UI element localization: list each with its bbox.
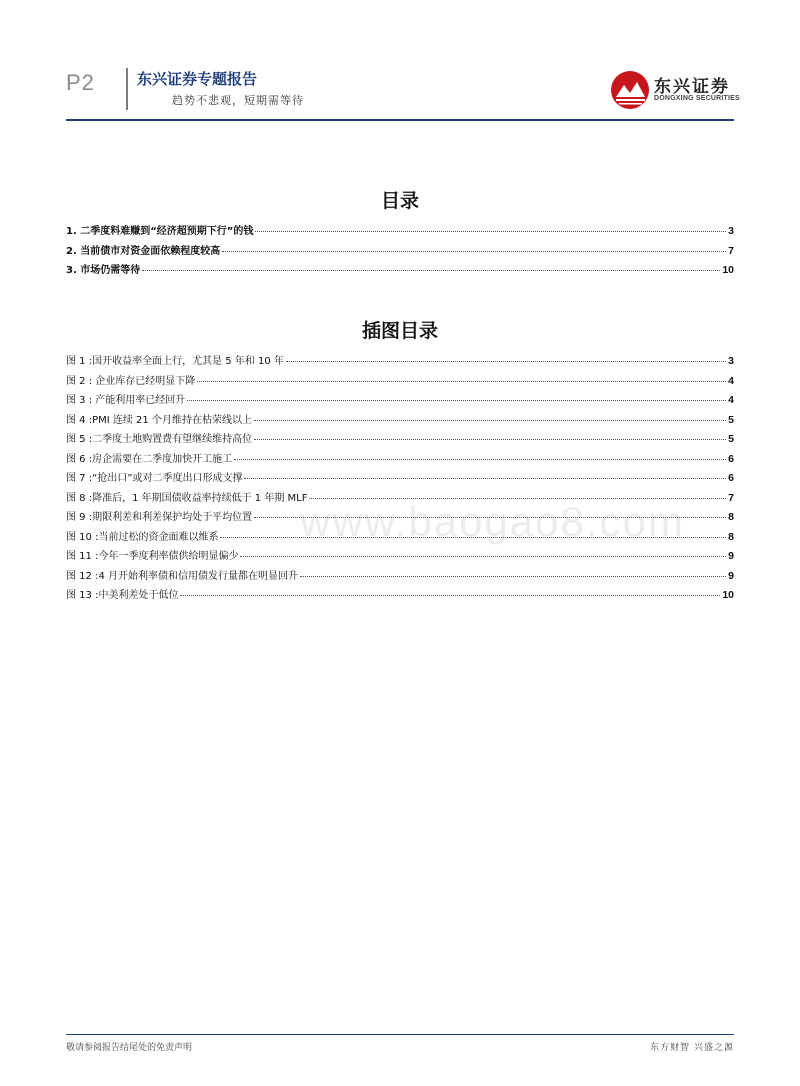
figure-item[interactable] xyxy=(66,372,734,392)
toc-item-label: 1. 二季度料难赚到“经济超预期下行”的钱 xyxy=(66,226,254,237)
toc-item-label: 2. 当前债市对资金面依赖程度较高 xyxy=(66,245,221,257)
figure-item-page: 6 xyxy=(728,472,734,484)
toc-list xyxy=(66,222,734,281)
footer-rule xyxy=(66,1034,734,1035)
figure-item-page: 4 xyxy=(728,394,734,406)
figure-item-label: 图 4 :PMI 连续 21 个月维持在枯荣线以上 xyxy=(66,414,252,426)
figure-item-label: 图 7 :“抢出口”或对二季度出口形成支撑 xyxy=(66,473,243,484)
footer-slogan: 东方财智 兴盛之源 xyxy=(650,1043,734,1053)
figure-leader-dots xyxy=(286,361,726,362)
figure-item-label: 图 5 :二季度土地购置费有望继续维持高位 xyxy=(66,434,253,445)
page-number: P2 xyxy=(66,70,95,95)
toc-item[interactable] xyxy=(66,222,734,242)
figure-leader-dots xyxy=(254,420,726,421)
toc-item[interactable] xyxy=(66,242,734,262)
toc-item-page: 10 xyxy=(722,264,734,276)
watermark: www.baogao8.com xyxy=(300,498,685,545)
figure-item-page: 9 xyxy=(728,569,734,582)
figure-item-label: 图 11 :今年一季度利率债供给明显偏少 xyxy=(66,551,239,562)
figure-item-label: 图 6 :房企需要在二季度加快开工施工 xyxy=(66,453,233,465)
toc-title: 目录 xyxy=(380,190,419,212)
figure-item-page: 7 xyxy=(728,491,734,504)
figure-item[interactable] xyxy=(66,411,734,431)
figure-item-page: 5 xyxy=(728,413,734,426)
figure-leader-dots xyxy=(180,595,720,596)
figure-leader-dots xyxy=(244,478,726,479)
report-subtitle: 趋势不悲观，短期需等待 xyxy=(172,94,304,107)
figure-item-page: 8 xyxy=(728,530,734,543)
figure-item[interactable] xyxy=(66,547,734,567)
figure-leader-dots xyxy=(300,576,726,577)
figure-item[interactable] xyxy=(66,430,734,450)
figure-item-page: 4 xyxy=(728,374,734,387)
figure-item-label: 图 2 : 企业库存已经明显下降 xyxy=(66,375,196,387)
footer-disclaimer: 敬请参阅报告结尾处的免责声明 xyxy=(66,1043,193,1053)
figure-item-label: 图 12 :4 月开始利率债和信用债发行量都在明显回升 xyxy=(66,570,298,582)
figure-item-label: 图 10 :当前过松的资金面难以维系 xyxy=(66,531,219,543)
logo-name: 东兴证券 xyxy=(654,77,730,97)
figure-item-page: 3 xyxy=(728,355,734,367)
toc-item-page: 3 xyxy=(728,225,734,237)
header-rule xyxy=(66,119,734,121)
figure-item[interactable] xyxy=(66,352,734,372)
toc-item[interactable] xyxy=(66,261,734,281)
figure-item[interactable] xyxy=(66,567,734,587)
toc-leader-dots xyxy=(255,231,726,232)
toc-item-label: 3. 市场仍需等待 xyxy=(66,265,141,276)
figure-item[interactable] xyxy=(66,450,734,470)
figure-item-label: 图 1 :国开收益率全面上行，尤其是 5 年和 10 年 xyxy=(66,356,284,367)
page-header xyxy=(0,0,800,125)
figure-item-label: 图 8 :降准后，1 年期国债收益率持续低于 1 年期 MLF xyxy=(66,492,308,504)
header-divider xyxy=(126,68,128,110)
figure-leader-dots xyxy=(197,381,726,382)
figures-title: 插图目录 xyxy=(361,320,438,342)
logo-english-name: DONGXING SECURITIES xyxy=(654,95,740,102)
figure-item-page: 8 xyxy=(728,511,734,523)
figure-item-label: 图 3 : 产能利用率已经回升 xyxy=(66,395,186,406)
toc-item-page: 7 xyxy=(728,244,734,257)
figure-item[interactable] xyxy=(66,469,734,489)
figure-item[interactable] xyxy=(66,586,734,606)
figure-leader-dots xyxy=(240,556,726,557)
company-logo xyxy=(610,68,740,112)
figure-item-label: 图 9 :期限利差和利差保护均处于平均位置 xyxy=(66,512,253,523)
logo-emblem-icon xyxy=(610,70,650,110)
toc-leader-dots xyxy=(222,251,726,252)
figure-list xyxy=(66,352,734,606)
figure-leader-dots xyxy=(254,439,726,440)
figure-item-page: 9 xyxy=(728,550,734,562)
figure-leader-dots xyxy=(187,400,726,401)
report-series-title: 东兴证券专题报告 xyxy=(137,70,258,88)
figure-item[interactable] xyxy=(66,391,734,411)
toc-leader-dots xyxy=(142,270,720,271)
figure-leader-dots xyxy=(234,459,726,460)
figure-item-page: 6 xyxy=(728,452,734,465)
figure-item-label: 图 13 :中美利差处于低位 xyxy=(66,590,179,601)
figure-item-page: 5 xyxy=(728,433,734,445)
figure-item-page: 10 xyxy=(722,589,734,601)
